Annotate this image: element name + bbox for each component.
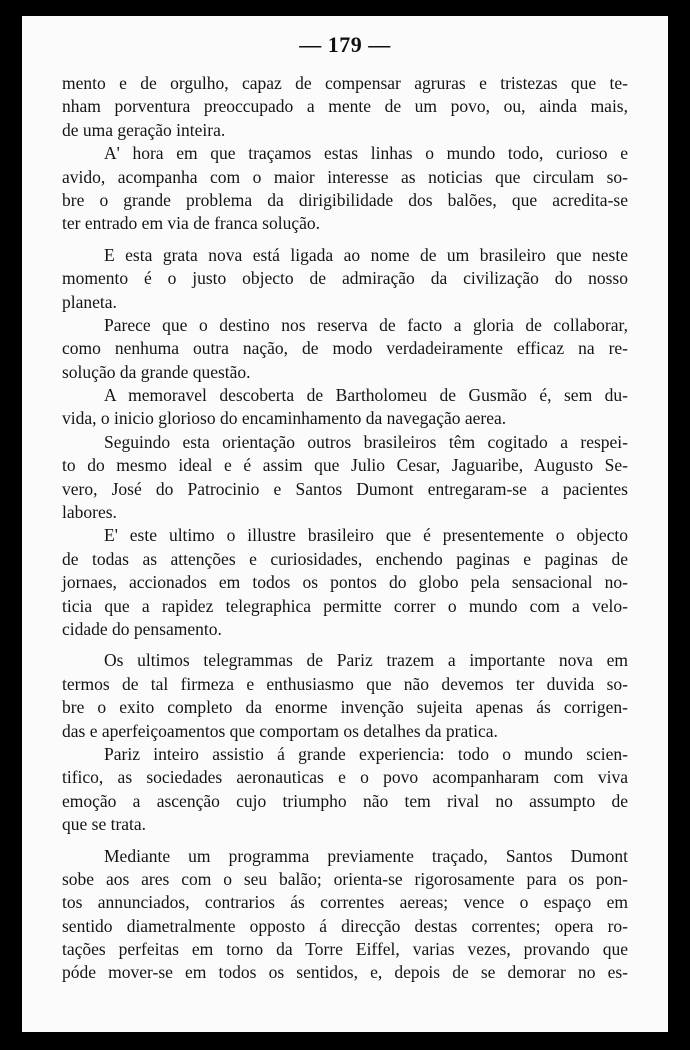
text-line: nham porventura preoccupado a mente de um povo, ou, ainda mais, — [62, 96, 628, 117]
text-line: Parece que o destino nos reserva de facto a gloria de collaborar, — [104, 314, 628, 335]
page-body-text — [62, 72, 628, 985]
text-line: E esta grata nova está ligada ao nome de um brasileiro que neste — [104, 244, 628, 265]
text-line: cidade do pensamento. — [62, 618, 222, 639]
text-line: ticia que a rapidez telegraphica permitte correr o mundo com a velo- — [62, 595, 628, 616]
text-line: que se trata. — [62, 814, 147, 835]
text-line: momento é o justo objecto de admiração da civilização do nosso — [62, 268, 628, 289]
text-line: avido, acompanha com o maior interesse as noticias que circulam so- — [62, 166, 628, 187]
book-page — [22, 16, 668, 1032]
text-line: Os ultimos telegrammas de Pariz trazem a importante nova em — [104, 650, 628, 671]
text-line: de uma geração inteira. — [62, 119, 226, 140]
page-number: — 179 — — [299, 32, 391, 57]
text-line: como nenhuma outra nação, de modo verdadeiramente efficaz na re- — [62, 338, 628, 359]
text-line: emoção a ascenção cujo triumpho não tem rival no assumpto de — [62, 790, 628, 811]
text-line: tações perfeitas em torno da Torre Eiffel, varias vezes, provando que — [62, 939, 628, 960]
text-line: das e aperfeiçoamentos que comportam os detalhes da pratica. — [62, 720, 498, 741]
paragraph-spacer — [62, 837, 628, 845]
text-line: vero, José do Patrocinio e Santos Dumont entregaram-se a pacientes — [62, 478, 628, 499]
text-line: Seguindo esta orientação outros brasileiros têm cogitado a respei- — [104, 431, 628, 452]
text-line: Mediante um programma previamente traçado, Santos Dumont — [104, 845, 628, 866]
text-line: jornaes, accionados em todos os pontos do globo pela sensacional no- — [62, 572, 628, 593]
text-line: bre o exito completo da enorme invenção sujeita apenas ás corrigen- — [62, 697, 628, 718]
text-line: E' este ultimo o illustre brasileiro que é presentemente o objecto — [104, 525, 628, 546]
text-line: bre o grande problema da dirigibilidade dos balões, que acredita-se — [62, 189, 628, 210]
text-line: tos annunciados, contrarios ás correntes aereas; vence o espaço em — [62, 892, 628, 913]
text-line: de todas as attenções e curiosidades, enchendo paginas e paginas de — [62, 548, 628, 569]
text-line: ter entrado em via de franca solução. — [62, 213, 320, 234]
text-line: vida, o inicio glorioso do encaminhamento da navegação aerea. — [62, 408, 507, 429]
text-line: to do mesmo ideal e é assim que Julio Cesar, Jaguaribe, Augusto Se- — [62, 455, 628, 476]
text-line: póde mover-se em todos os sentidos, e, depois de se demorar no es- — [62, 962, 628, 983]
text-line: planeta. — [62, 291, 117, 312]
text-line: A' hora em que traçamos estas linhas o mundo todo, curioso e — [104, 143, 628, 164]
text-line: sentido diametralmente opposto á direcção destas correntes; opera ro- — [62, 915, 628, 936]
text-line: A memoravel descoberta de Bartholomeu de Gusmão é, sem du- — [104, 385, 628, 406]
text-line: sobe aos ares com o seu balão; orienta-se rigorosamente para os pon- — [62, 868, 628, 889]
text-line: Pariz inteiro assistio á grande experiencia: todo o mundo scien- — [104, 743, 628, 764]
paragraph-spacer — [62, 641, 628, 649]
text-line: termos de tal firmeza e enthusiasmo que não devemos ter duvida so- — [62, 673, 628, 694]
text-line: mento e de orgulho, capaz de compensar agruras e tristezas que te- — [62, 73, 628, 93]
text-line: tifico, as sociedades aeronauticas e o povo acompanharam com viva — [62, 767, 628, 788]
text-line: labores. — [62, 502, 117, 523]
paragraph-spacer — [62, 236, 628, 244]
text-line: solução da grande questão. — [62, 361, 251, 382]
